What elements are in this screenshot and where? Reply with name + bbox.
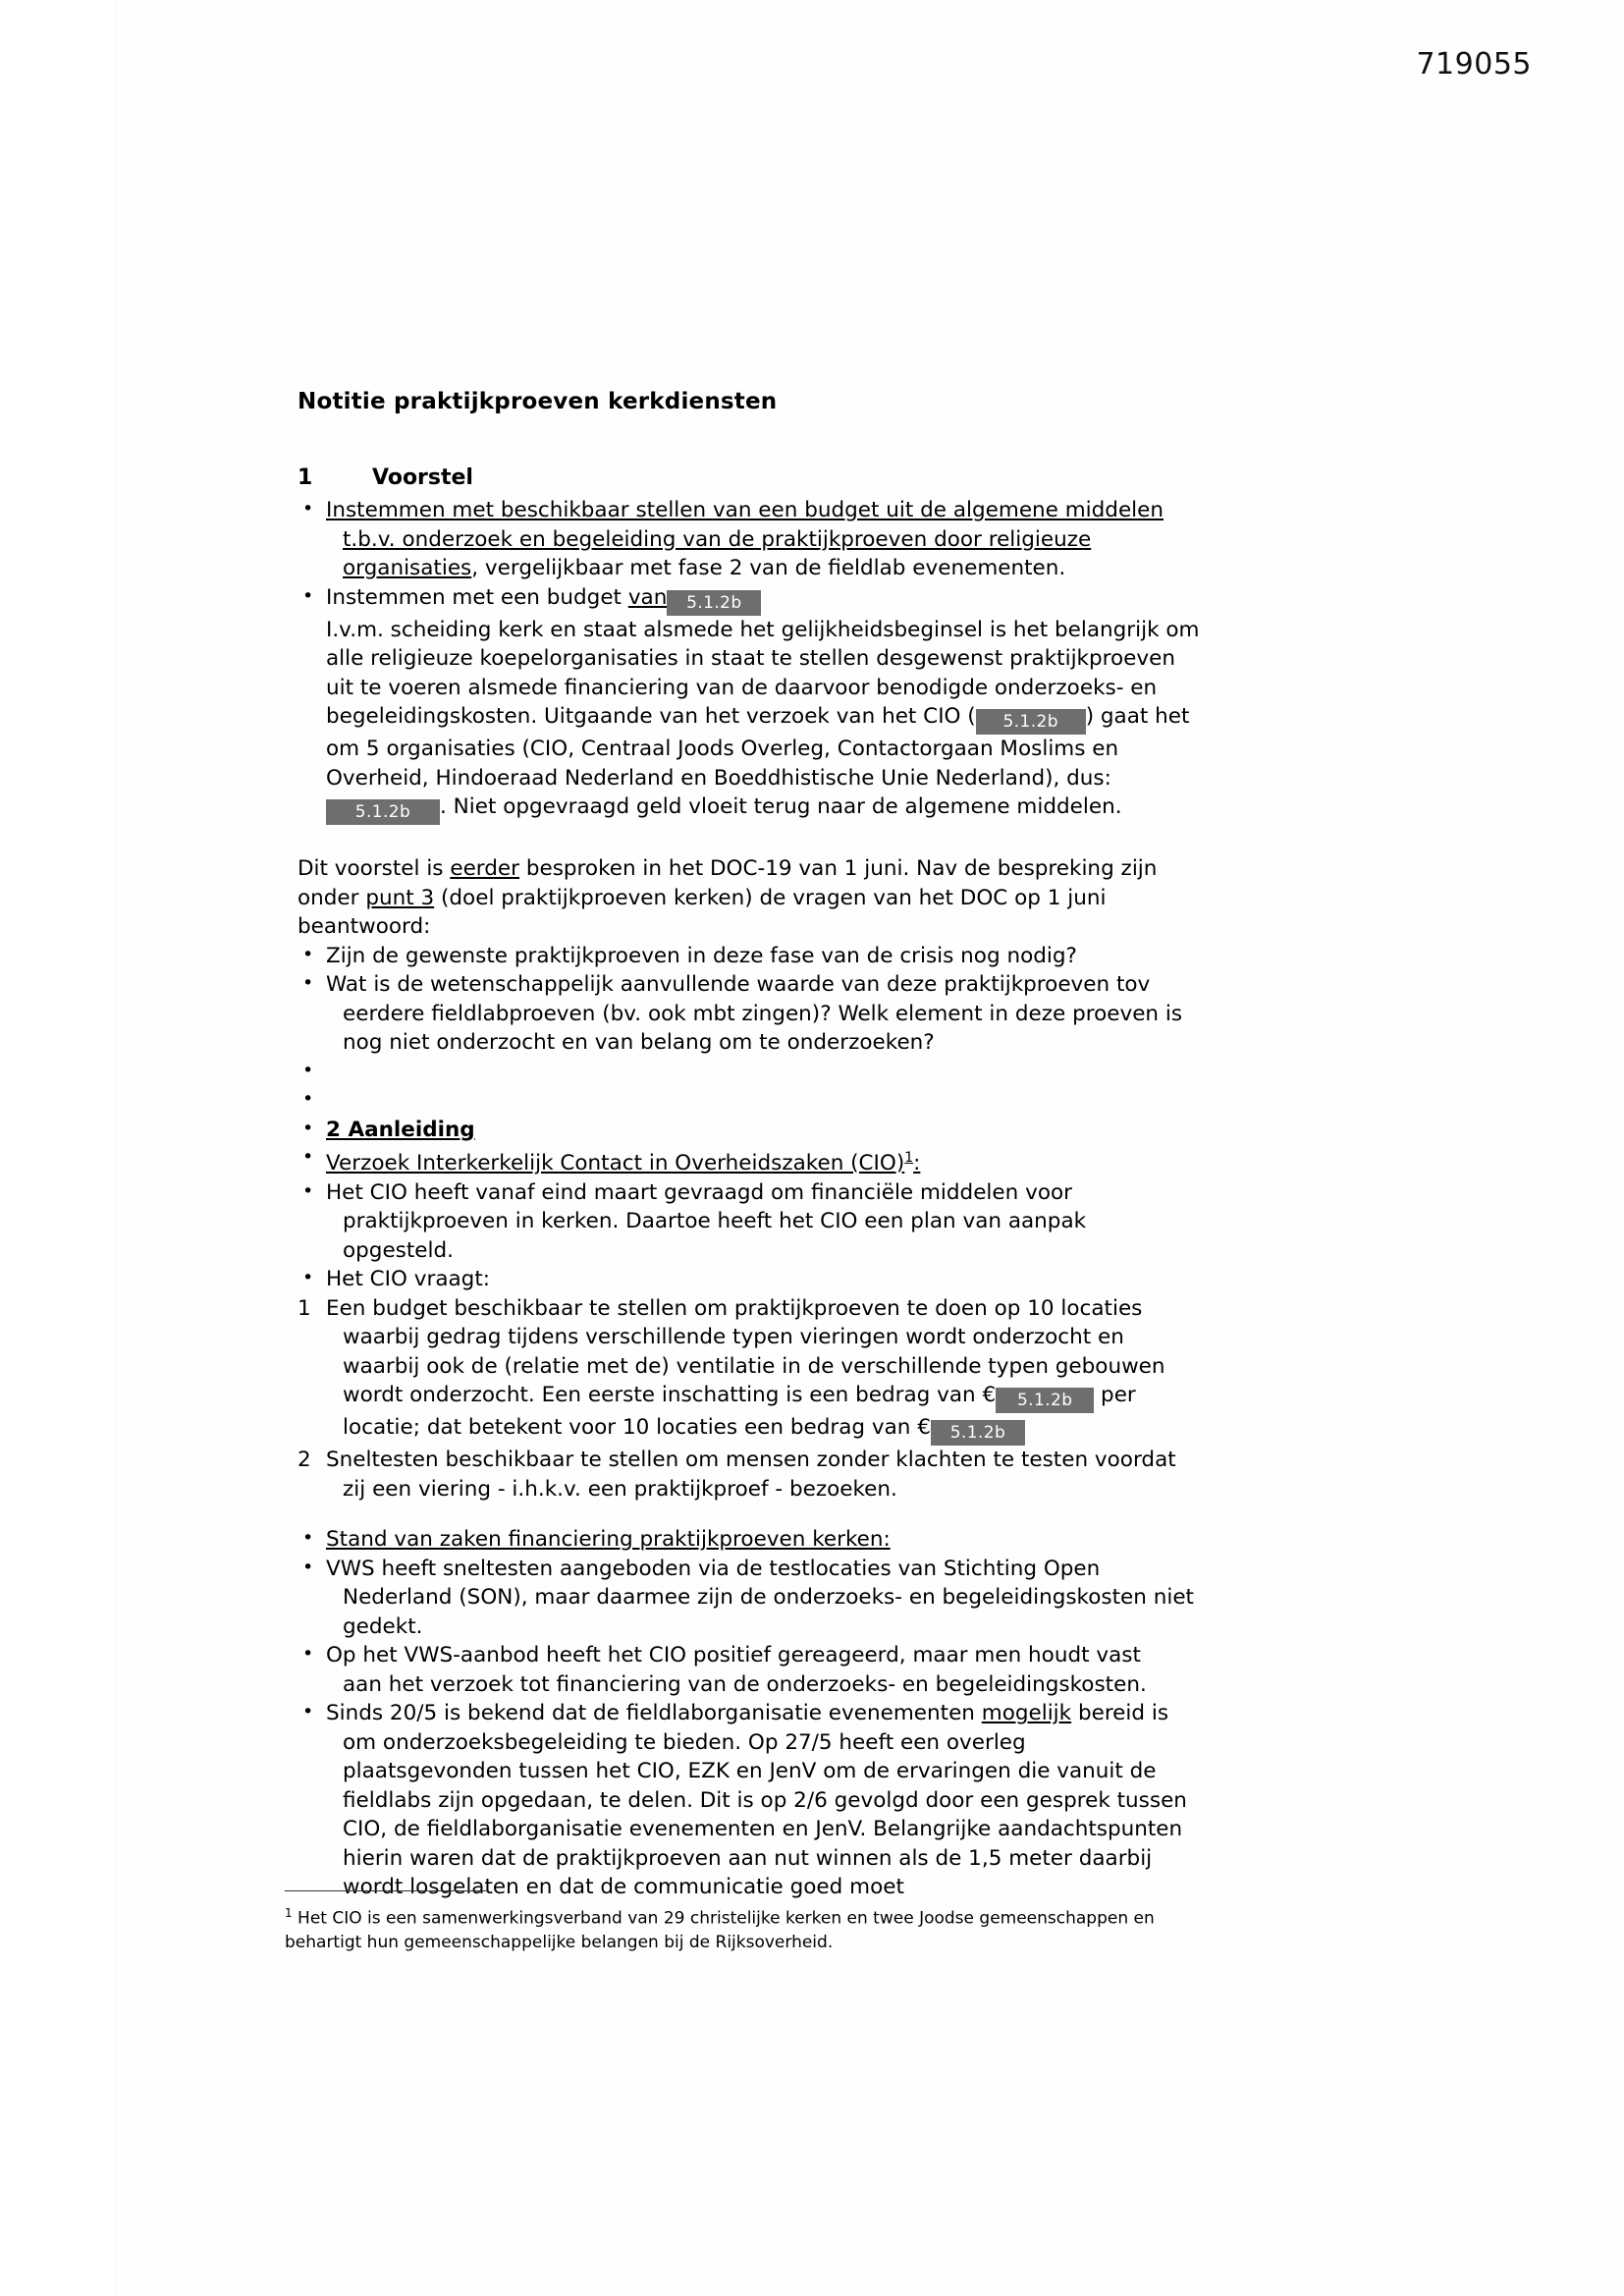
stand-heading: Stand van zaken financiering praktijkproeven kerken: [326, 1527, 891, 1553]
redaction-box: 5.1.2b [667, 590, 761, 616]
question-2-rest: eerdere fieldlabproeven (bv. ook mbt zingen)? Welk element in deze proeven is nog niet onderzocht en van belang om te onderzoeken? [343, 1001, 1183, 1055]
footnote-text [285, 1901, 1168, 1954]
question-1: Zijn de gewenste praktijkproeven in deze fase van de crisis nog nodig? [326, 943, 1077, 968]
cio-bullet-line-1: Het CIO heeft vanaf eind maart gevraagd om financiële middelen voor [326, 1179, 1072, 1205]
vws-rest: Nederland (SON), maar daarmee zijn de onderzoeks- en begeleidingskosten niet gedekt. [343, 1585, 1194, 1639]
request-2-line-1: Sneltesten beschikbaar te stellen om mensen zonder klachten te testen voordat [326, 1448, 1176, 1473]
document-id: 719055 [1416, 47, 1532, 82]
discussion-paragraph [298, 854, 1201, 942]
list-item [298, 1294, 1201, 1447]
list-item [298, 1699, 1201, 1902]
list-item [298, 583, 1201, 826]
footnote-marker: 1 [904, 1150, 914, 1166]
footnote-number: 1 [285, 1906, 293, 1920]
request-1-rest-mid: per locatie; dat betekent voor 10 locaties een bedrag van € [343, 1383, 1136, 1441]
list-item [298, 1555, 1201, 1642]
question-2-line-1: Wat is de wetenschappelijk aanvullende waarde van deze praktijkproeven tov [326, 972, 1151, 997]
aanbod-rest: aan het verzoek tot financiering van de onderzoeks- en begeleidingskosten. [343, 1671, 1147, 1697]
list-marker: 2 [298, 1448, 311, 1473]
empty-bullet [298, 1086, 1201, 1116]
verzoek-heading: Verzoek Interkerkelijk Contact in Overheidszaken (CIO) [326, 1151, 905, 1176]
cio-vraagt: Het CIO vraagt: [326, 1267, 491, 1292]
bullet-2-body: I.v.m. scheiding kerk en staat alsmede het gelijkheidsbeginsel is het belangrijk om alle religieuze koepelorganisaties in staat te stellen desgewenst praktijkproeven uit te voeren alsmede financiering van de daarvoor benodigde onderzoeks- en begeleidingskosten. Uitgaande van het verzoek van het CIO ( [326, 617, 1200, 729]
request-1-line-1: Een budget beschikbaar te stellen om praktijkproeven te doen op 10 locaties [326, 1295, 1143, 1321]
discussion-post: (doel praktijkproeven kerken) de vragen van het DOC op 1 juni beantwoord: [298, 885, 1107, 939]
cio-bullet-rest: praktijkproeven in kerken. Daartoe heeft het CIO een plan van aanpak opgesteld. [343, 1209, 1087, 1263]
footnote-separator [285, 1890, 489, 1891]
list-item [298, 1446, 1201, 1503]
verzoek-colon: : [913, 1151, 921, 1176]
sinds-rest: om onderzoeksbegeleiding te bieden. Op 27/5 heeft een overleg plaatsgevonden tussen het CIO, EZK en JenV om de ervaringen die vanuit de fieldlabs zijn opgedaan, te delen. Dit is op 2/6 gevolgd door een gesprek tussen CIO, de fieldlaborganisatie evenementen en JenV. Belangrijke aandachtspunten hierin waren dat de praktijkproeven aan nut winnen als de 1,5 meter daarbij wordt losgelaten en dat de communicatie goed moet [343, 1729, 1187, 1900]
redaction-box: 5.1.2b [996, 1388, 1094, 1413]
list-item [298, 1144, 1201, 1178]
bullet-1-line-2: t.b.v. onderzoek en begeleiding van de praktijkproeven door religieuze [343, 526, 1092, 552]
section-2-heading-item [298, 1116, 1201, 1145]
section-1-heading [298, 465, 1201, 490]
section-1-label: Voorstel [372, 465, 473, 490]
bullet-2-prefix: Instemmen met een budget [326, 584, 628, 610]
footnote-body: Het CIO is een samenwerkingsverband van 29 christelijke kerken en twee Joodse gemeenschappen en behartigt hun gemeenschappelijke belangen bij de Rijksoverheid. [285, 1908, 1155, 1952]
discussion-question-list [298, 942, 1201, 1294]
discussion-mid: besproken in het DOC-19 van 1 juni. Nav de bespreking zijn onder [298, 856, 1158, 910]
sinds-mogelijk: mogelijk [981, 1701, 1072, 1726]
page-title: Notitie praktijkproeven kerkdiensten [298, 389, 778, 414]
request-2-rest: zij een viering - i.h.k.v. een praktijkproef - bezoeken. [343, 1476, 897, 1502]
cio-request-list [298, 1294, 1201, 1504]
list-item [298, 1178, 1201, 1266]
section-1-number: 1 [298, 465, 313, 490]
list-item [298, 1641, 1201, 1699]
document-body [298, 389, 1201, 1902]
list-marker: 1 [298, 1295, 311, 1321]
bullet-1-line-3-underlined: organisaties [343, 556, 472, 580]
bullet-1-line-1: Instemmen met beschikbaar stellen van een budget uit de algemene middelen [326, 498, 1164, 522]
sinds-pre: Sinds 20/5 is bekend dat de fieldlaborganisatie evenementen [326, 1701, 982, 1726]
section-1-bullet-list [298, 496, 1201, 825]
list-item [298, 1265, 1201, 1294]
footnote-area [285, 1890, 1168, 1954]
list-item [298, 970, 1201, 1058]
aanbod-line-1: Op het VWS-aanbod heeft het CIO positief gereageerd, maar men houdt vast [326, 1643, 1141, 1668]
redaction-box: 5.1.2b [931, 1420, 1025, 1446]
list-item [298, 1525, 1201, 1555]
discussion-eerder: eerder [450, 856, 519, 881]
bullet-1-line-3-rest: , vergelijkbaar met fase 2 van de fieldlab evenementen. [471, 556, 1066, 580]
list-item [298, 942, 1201, 971]
sinds-post: bereid is [1071, 1701, 1169, 1726]
redaction-box: 5.1.2b [976, 709, 1086, 735]
discussion-pre: Dit voorstel is [298, 856, 451, 881]
discussion-punt3: punt 3 [365, 885, 435, 910]
vws-line-1: VWS heeft sneltesten aangeboden via de testlocaties van Stichting Open [326, 1556, 1101, 1581]
section-2-heading: 2 Aanleiding [326, 1117, 475, 1142]
redaction-box: 5.1.2b [326, 799, 440, 825]
bullet-2-body-2: ) gaat het om 5 organisaties (CIO, Centraal Joods Overleg, Contactorgaan Moslims en Overheid, Hindoeraad Nederland en Boeddhistische Unie Nederland), dus: [326, 704, 1190, 791]
list-item [298, 496, 1201, 583]
empty-bullet [298, 1058, 1201, 1087]
financing-status-list [298, 1525, 1201, 1902]
request-1-rest-pre: waarbij gedrag tijdens verschillende typen vieringen wordt onderzocht en waarbij ook de (relatie met de) ventilatie in de verschillende typen gebouwen wordt onderzocht. Een eerste inschatting is een bedrag van € [343, 1325, 1165, 1408]
bullet-2-van: van [627, 584, 668, 610]
bullet-2-body-3: . Niet opgevraagd geld vloeit terug naar de algemene middelen. [440, 794, 1122, 819]
